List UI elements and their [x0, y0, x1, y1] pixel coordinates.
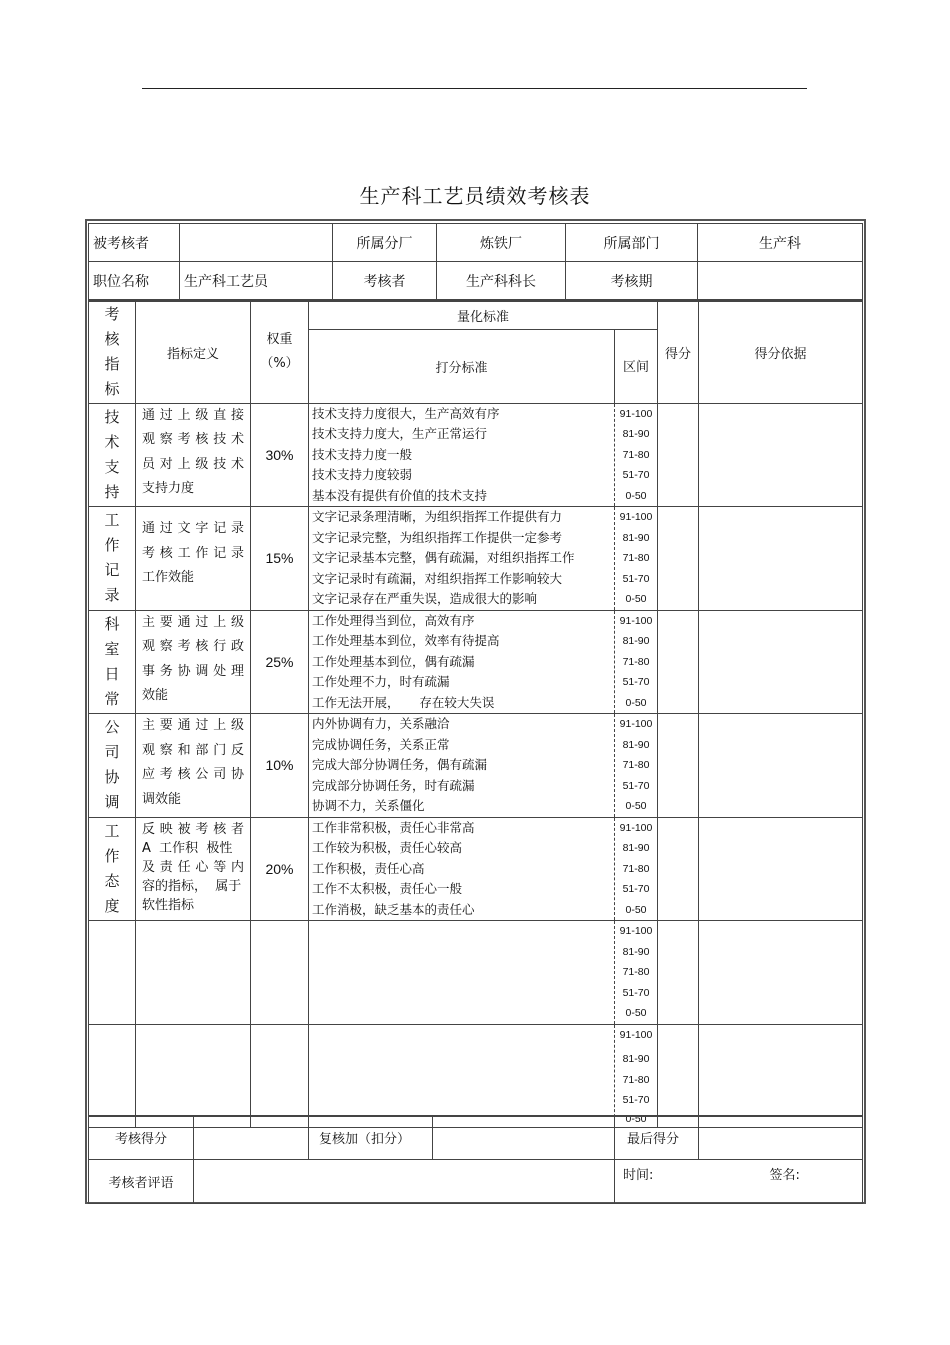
criteria-cell — [309, 610, 615, 714]
definition-line: 事务协调处理 — [142, 663, 244, 679]
definition-line: 观察考核技术 — [142, 432, 244, 447]
criteria-line: 工作消极，缺乏基本的责任心 — [312, 901, 475, 917]
score-input[interactable] — [658, 507, 699, 611]
basis-input[interactable] — [699, 714, 863, 818]
range-value: 0-50 — [625, 903, 647, 916]
weight-input[interactable] — [251, 1024, 309, 1127]
range-value: 0-50 — [625, 593, 647, 605]
range-cell — [615, 817, 658, 921]
criteria-line: 工作不太积极，责任心一般 — [312, 881, 463, 896]
basis-input[interactable] — [699, 403, 863, 507]
table-row — [89, 921, 863, 1025]
definition-line: 员对上级技术 — [142, 456, 244, 472]
definition-cell — [136, 610, 251, 714]
score-input[interactable] — [658, 610, 699, 714]
criteria-line: 工作较为积极，责任心较高 — [312, 840, 463, 855]
criteria-cell — [309, 403, 615, 507]
range-value: 51-70 — [622, 986, 650, 999]
range-value: 51-70 — [622, 883, 650, 895]
criteria-line: 技术支持力度较弱 — [312, 467, 413, 482]
indicator-text: 公司协调 — [104, 718, 120, 812]
basis-input[interactable] — [699, 921, 863, 1025]
header-basis: 得分依据 — [699, 301, 863, 403]
range-value: 91-100 — [619, 407, 653, 420]
criteria-line: 基本没有提供有价值的技术支持 — [312, 487, 488, 503]
info-row-1 — [89, 224, 863, 262]
range-value: 91-100 — [619, 925, 653, 937]
score-input[interactable] — [658, 921, 699, 1025]
criteria-line: 完成协调任务，关系正常 — [312, 736, 450, 752]
criteria-line: 工作处理基本到位，偶有疏漏 — [312, 653, 475, 669]
definition-line: 考核工作记录 — [142, 545, 244, 561]
weight-cell: 30% — [251, 403, 309, 507]
label-total-score: 考核得分 — [89, 1116, 194, 1159]
definition-line: 工作效能 — [142, 570, 195, 585]
header-scoring: 打分标准 — [309, 329, 615, 403]
criteria-input[interactable] — [309, 921, 615, 1025]
table-row — [89, 610, 863, 714]
range-value: 81-90 — [622, 945, 650, 958]
definition-line: 效能 — [142, 688, 169, 703]
range-value: 91-100 — [619, 1028, 653, 1041]
label-time: 时间: — [623, 1167, 654, 1183]
criteria-cell — [309, 507, 615, 611]
final-score-input[interactable] — [699, 1116, 863, 1159]
range-value: 71-80 — [622, 448, 650, 461]
top-rule — [142, 88, 807, 89]
value-department[interactable]: 生产科 — [698, 224, 863, 262]
definition-line: 主要通过上级 — [142, 614, 244, 630]
label-period: 考核期 — [566, 262, 698, 300]
header-range: 区间 — [615, 329, 658, 403]
criteria-line: 工作处理基本到位，效率有待提高 — [312, 633, 500, 648]
weight-cell: 25% — [251, 610, 309, 714]
header-row-1 — [89, 301, 863, 329]
criteria-line: 文字记录条理清晰，为组织指挥工作提供有力 — [312, 509, 563, 524]
label-position: 职位名称 — [89, 262, 180, 300]
definition-line: 观察考核行政 — [142, 639, 244, 654]
range-value: 51-70 — [622, 469, 650, 481]
value-examiner[interactable]: 生产科科长 — [437, 262, 566, 300]
criteria-line: 工作无法开展， 存在较大失误 — [312, 694, 495, 710]
definition-line: 容的指标， 属于 — [142, 878, 242, 894]
basis-input[interactable] — [699, 817, 863, 921]
table-row — [89, 817, 863, 921]
criteria-line: 技术支持力度一般 — [312, 446, 413, 462]
definition-cell — [136, 403, 251, 507]
range-value: 51-70 — [622, 1094, 650, 1106]
indicator-text: 技术支持 — [104, 407, 120, 501]
definition-cell — [136, 714, 251, 818]
footer-table — [88, 1115, 863, 1204]
criteria-cell — [309, 714, 615, 818]
value-period[interactable] — [698, 262, 863, 300]
weight-input[interactable] — [251, 921, 309, 1025]
indicator-cell — [89, 817, 136, 921]
header-quant: 量化标准 — [309, 301, 658, 329]
value-examinee[interactable] — [180, 224, 333, 262]
table-row — [89, 1024, 863, 1127]
range-cell — [615, 921, 658, 1025]
range-value: 91-100 — [619, 718, 653, 730]
label-department: 所属部门 — [566, 224, 698, 262]
range-cell — [615, 403, 658, 507]
assessment-table — [88, 300, 863, 1128]
criteria-line: 工作处理不力，时有疏漏 — [312, 674, 450, 689]
range-value: 0-50 — [625, 800, 647, 812]
range-value: 0-50 — [625, 489, 647, 502]
range-cell — [615, 1024, 658, 1127]
criteria-line: 文字记录完整，为组织指挥工作提供一定参考 — [312, 529, 563, 545]
criteria-line: 文字记录存在严重失误，造成很大的影响 — [312, 591, 538, 606]
criteria-line: 工作处理得当到位，高效有序 — [312, 612, 475, 628]
info-row-2 — [89, 262, 863, 300]
definition-line: 反映被考核者 — [142, 821, 244, 837]
table-row — [89, 507, 863, 611]
range-cell — [615, 507, 658, 611]
definition-line: 应考核公司协 — [142, 767, 244, 782]
range-value: 81-90 — [622, 531, 650, 544]
header-indicator-text: 考核指标 — [104, 305, 120, 399]
definition-line: 主要通过上级 — [142, 718, 244, 733]
header-definition: 指标定义 — [136, 301, 251, 403]
label-examiner: 考核者 — [333, 262, 437, 300]
range-cell — [615, 714, 658, 818]
range-value: 91-100 — [619, 614, 653, 627]
range-value: 81-90 — [622, 1053, 650, 1065]
range-value: 91-100 — [619, 511, 653, 523]
header-weight-unit: （%） — [260, 356, 299, 372]
indicator-text: 工作记录 — [104, 511, 120, 605]
footer-row-score — [89, 1116, 863, 1159]
definition-cell — [136, 817, 251, 921]
range-value: 51-70 — [622, 572, 650, 585]
header-indicator — [89, 301, 136, 403]
criteria-line: 完成部分协调任务，时有疏漏 — [312, 777, 475, 793]
score-input[interactable] — [658, 1024, 699, 1127]
label-branch: 所属分厂 — [333, 224, 437, 262]
range-value: 81-90 — [622, 635, 650, 647]
definition-input[interactable] — [136, 921, 251, 1025]
time-signature-cell[interactable] — [615, 1159, 863, 1203]
range-value: 71-80 — [622, 1073, 650, 1086]
header-weight — [251, 301, 309, 403]
indicator-text: 科室日常 — [104, 614, 120, 708]
criteria-cell — [309, 817, 615, 921]
basis-input[interactable] — [699, 1024, 863, 1127]
definition-line: 观察和部门反 — [142, 742, 244, 758]
range-value: 71-80 — [622, 552, 650, 564]
definition-line: 及责任心等内 — [142, 859, 244, 875]
criteria-line: 完成大部分协调任务，偶有疏漏 — [312, 757, 488, 772]
value-position[interactable]: 生产科工艺员 — [180, 262, 333, 300]
comment-input[interactable] — [194, 1159, 615, 1203]
header-weight-label: 权重 — [266, 332, 293, 348]
definition-line: 通过上级直接 — [142, 407, 244, 423]
weight-cell: 10% — [251, 714, 309, 818]
header-score: 得分 — [658, 301, 699, 403]
basis-input[interactable] — [699, 610, 863, 714]
value-branch[interactable]: 炼铁厂 — [437, 224, 566, 262]
range-value: 91-100 — [619, 821, 653, 834]
label-final-score: 最后得分 — [615, 1116, 699, 1159]
range-value: 71-80 — [622, 655, 650, 668]
criteria-line: 协调不力，关系僵化 — [312, 798, 425, 813]
range-value: 71-80 — [622, 759, 650, 771]
total-score-input[interactable] — [194, 1116, 309, 1159]
weight-cell: 20% — [251, 817, 309, 921]
definition-line: 通过文字记录 — [142, 521, 244, 536]
range-value: 81-90 — [622, 428, 650, 440]
criteria-line: 文字记录时有疏漏，对组织指挥工作影响较大 — [312, 570, 563, 586]
range-value: 81-90 — [622, 842, 650, 854]
criteria-line: 内外协调有力，关系融洽 — [312, 716, 450, 731]
score-input[interactable] — [658, 714, 699, 818]
label-signature: 签名: — [769, 1167, 800, 1183]
table-row — [89, 403, 863, 507]
indicator-cell — [89, 714, 136, 818]
definition-input[interactable] — [136, 1024, 251, 1127]
label-review-adjust: 复核加（扣分） — [309, 1116, 433, 1159]
criteria-line: 工作非常积极，责任心非常高 — [312, 819, 475, 835]
info-table — [88, 223, 863, 300]
indicator-text: 工作态度 — [104, 821, 120, 915]
range-value: 51-70 — [622, 676, 650, 688]
basis-input[interactable] — [699, 507, 863, 611]
criteria-line: 工作积极，责任心高 — [312, 860, 425, 876]
definition-line: 软性指标 — [142, 897, 195, 913]
indicator-input[interactable] — [89, 1024, 136, 1127]
range-value: 81-90 — [622, 738, 650, 751]
range-value: 71-80 — [622, 966, 650, 978]
definition-cell — [136, 507, 251, 611]
label-examinee: 被考核者 — [89, 224, 180, 262]
range-value: 0-50 — [625, 1112, 647, 1125]
indicator-cell — [89, 403, 136, 507]
definition-line: A 工作积 极性 — [142, 840, 233, 856]
footer-row-comment — [89, 1159, 863, 1203]
indicator-input[interactable] — [89, 921, 136, 1025]
label-comment: 考核者评语 — [89, 1159, 194, 1203]
criteria-line: 技术支持力度大，生产正常运行 — [312, 426, 488, 441]
range-value: 51-70 — [622, 779, 650, 792]
review-adjust-input[interactable] — [433, 1116, 615, 1159]
page-title: 生产科工艺员绩效考核表 — [359, 184, 591, 208]
definition-line: 调效能 — [142, 791, 182, 807]
range-value: 71-80 — [622, 862, 650, 875]
criteria-line: 文字记录基本完整，偶有疏漏，对组织指挥工作 — [312, 550, 575, 565]
criteria-input[interactable] — [309, 1024, 615, 1127]
definition-line: 支持力度 — [142, 481, 195, 496]
range-value: 0-50 — [625, 1007, 647, 1019]
score-input[interactable] — [658, 403, 699, 507]
score-input[interactable] — [658, 817, 699, 921]
range-value: 0-50 — [625, 696, 647, 709]
table-row — [89, 714, 863, 818]
indicator-cell — [89, 507, 136, 611]
indicator-cell — [89, 610, 136, 714]
range-cell — [615, 610, 658, 714]
weight-cell: 15% — [251, 507, 309, 611]
criteria-line: 技术支持力度很大，生产高效有序 — [312, 405, 500, 421]
